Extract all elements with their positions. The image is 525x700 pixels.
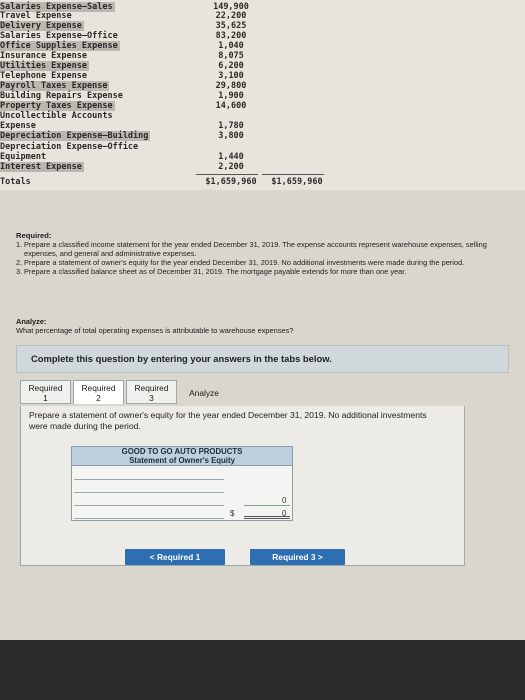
tab-panel — [20, 406, 465, 566]
account-name: Uncollectible Accounts — [0, 111, 113, 121]
trial-balance-row — [0, 61, 525, 71]
debit-amount: 3,800 — [218, 131, 244, 141]
screen-bezel — [0, 640, 525, 700]
statement-title: Statement of Owner's Equity — [129, 456, 235, 465]
required-item-2: 2. Prepare a statement of owner's equity for the year ended December 31, 2019. No additional investments were made during the period. — [16, 258, 465, 267]
debit-amount: 1,780 — [218, 121, 244, 131]
next-required-button[interactable]: Required 3 > — [250, 549, 345, 565]
amount-value-2: 0 — [282, 509, 287, 518]
trial-balance-row — [0, 131, 525, 141]
trial-balance-row — [0, 162, 525, 172]
debit-amount: 29,800 — [215, 81, 247, 91]
analyze-section — [16, 317, 516, 335]
debit-amount: 1,440 — [218, 152, 244, 162]
required-item-3: 3. Prepare a classified balance sheet as of December 31, 2019. The mortgage payable extends for more than one year. — [16, 267, 407, 276]
trial-balance-row — [0, 31, 525, 41]
tab-analyze[interactable]: Analyze — [189, 388, 219, 398]
debit-amount: 2,200 — [218, 162, 244, 172]
debit-amount: 1,900 — [218, 91, 244, 101]
debit-amount: 22,200 — [215, 11, 247, 21]
tab-required-1[interactable]: Required 1 — [20, 380, 71, 404]
account-name: Delivery Expense — [0, 21, 82, 31]
total-rule — [262, 174, 324, 175]
prev-required-button[interactable]: < Required 1 — [125, 549, 225, 565]
account-name: Travel Expense — [0, 11, 72, 21]
account-name: Salaries Expense—Office — [0, 31, 118, 41]
account-name: Interest Expense — [0, 162, 82, 172]
trial-balance-row — [0, 111, 525, 121]
trial-balance-row — [0, 11, 525, 21]
amount-value-1: 0 — [282, 496, 287, 505]
account-name: Expense — [0, 121, 36, 131]
credit-amount: $1,659,960 — [271, 177, 323, 187]
trial-balance-row — [0, 177, 525, 187]
account-name: Telephone Expense — [0, 71, 87, 81]
debit-amount: 6,200 — [218, 61, 244, 71]
debit-amount: 1,040 — [218, 41, 244, 51]
trial-balance-row — [0, 152, 525, 162]
trial-balance-row — [0, 21, 525, 31]
trial-balance-row — [0, 41, 525, 51]
complete-banner: Complete this question by entering your answers in the tabs below. — [16, 345, 509, 373]
trial-balance-row — [0, 142, 525, 152]
trial-balance-row — [0, 91, 525, 101]
trial-balance-row — [0, 121, 525, 131]
account-name: Office Supplies Expense — [0, 41, 118, 51]
statement-label-cell[interactable] — [74, 509, 224, 519]
tab-required-2[interactable]: Required 2 — [73, 380, 124, 404]
debit-amount: $1,659,960 — [205, 177, 257, 187]
statement-table — [71, 446, 293, 521]
company-name: GOOD TO GO AUTO PRODUCTS — [121, 447, 243, 456]
statement-header — [72, 447, 292, 466]
required-item-1: 1. Prepare a classified income statement for the year ended December 31, 2019. The expense accounts represent warehouse expenses, selling expenses, and general and administrative expenses. — [16, 240, 487, 258]
tab-bar — [20, 380, 231, 406]
trial-balance-row — [0, 71, 525, 81]
analyze-text: What percentage of total operating expenses is attributable to warehouse expenses? — [16, 326, 294, 335]
account-name: Salaries Expense—Sales — [0, 2, 113, 12]
panel-instruction: Prepare a statement of owner's equity for the year ended December 31, 2019. No additional investments were made during the period. — [29, 410, 427, 431]
account-name: Property Taxes Expense — [0, 101, 113, 111]
trial-balance-row — [0, 51, 525, 61]
required-section — [16, 231, 516, 276]
statement-label-cell[interactable] — [74, 496, 224, 506]
trial-balance-row — [0, 81, 525, 91]
account-name: Utilities Expense — [0, 61, 87, 71]
analyze-title: Analyze: — [16, 317, 47, 326]
debit-amount: 83,200 — [215, 31, 247, 41]
currency-symbol: $ — [230, 509, 235, 518]
debit-amount: 8,075 — [218, 51, 244, 61]
statement-label-cell[interactable] — [74, 470, 224, 480]
debit-amount: 3,100 — [218, 71, 244, 81]
trial-balance-row — [0, 101, 525, 111]
debit-amount: 149,900 — [213, 2, 249, 12]
account-name: Depreciation Expense—Building — [0, 131, 149, 141]
account-name: Depreciation Expense—Office — [0, 142, 139, 152]
account-name: Payroll Taxes Expense — [0, 81, 108, 91]
tab-required-3[interactable]: Required 3 — [126, 380, 177, 404]
account-name: Insurance Expense — [0, 51, 87, 61]
trial-balance — [0, 0, 525, 190]
total-rule — [196, 174, 258, 175]
required-title: Required: — [16, 231, 52, 240]
account-name: Totals — [0, 177, 31, 187]
account-name: Equipment — [0, 152, 47, 162]
debit-amount: 35,625 — [215, 21, 247, 31]
statement-body — [72, 466, 292, 520]
account-name: Building Repairs Expense — [0, 91, 123, 101]
debit-amount: 14,600 — [215, 101, 247, 111]
statement-label-cell[interactable] — [74, 483, 224, 493]
